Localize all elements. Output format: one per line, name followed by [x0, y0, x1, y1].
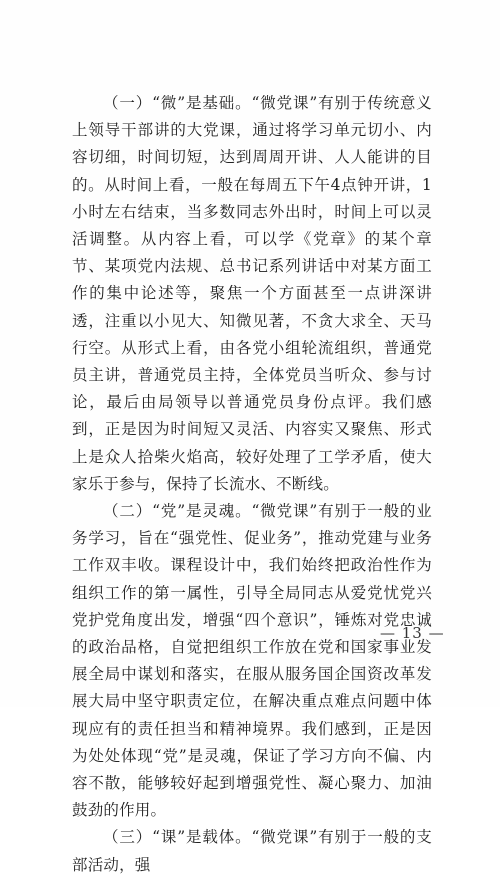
- paragraph-carrier: （三）“课”是载体。“微党课”有别于一般的支部活动，强: [72, 828, 432, 874]
- paragraph-foundation: （一）“微”是基础。“微党课”有别于传统意义上领导干部讲的大党课，通过将学习单元切小、内容切细，时间切短，达到周周开讲、人人能讲的目的。从时间上看，一般在每周五下午4点钟开讲，1小时左右结束，当多数同志外出时，时间上可以灵活调整。从内容上看，可以学《党章》的某个章节、某项党内法规、总书记系列讲话中对某方面工作的集中论述等，聚焦一个方面甚至一点讲深讲透，注重以小见大、知微见著，不贪大求全、天马行空。从形式上看，由各党小组轮流组织，普通党员主讲，普通党员主持，全体党员当听众、参与讨论，最后由局领导以普通党员身份点评。我们感到，正是因为时间短又灵活、内容实又聚焦、形式上是众人拾柴火焰高，较好处理了工学矛盾，使大家乐于参与，保持了长流水、不断线。: [72, 94, 432, 493]
- page-number: — 13 —: [380, 624, 445, 642]
- paragraph-soul: （二）“党”是灵魂。“微党课”有别于一般的业务学习，旨在“强党性、促业务”，推动党建与业务工作双丰收。课程设计中，我们始终把政治性作为组织工作的第一属性，引导全局同志从爱党忧党兴党护党角度出发，增强“四个意识”，锤炼对党忠诚的政治品格，自觉把组织工作放在党和国家事业发展全局中谋划和落实，在服从服务国企国资改革发展大局中坚守职责定位，在解决重点难点问题中体现应有的责任担当和精神境界。我们感到，正是因为处处体现“党”是灵魂，保证了学习方向不偏、内容不散，能够较好起到增强党性、凝心聚力、加油鼓劲的作用。: [72, 502, 432, 820]
- document-body: [72, 90, 432, 879]
